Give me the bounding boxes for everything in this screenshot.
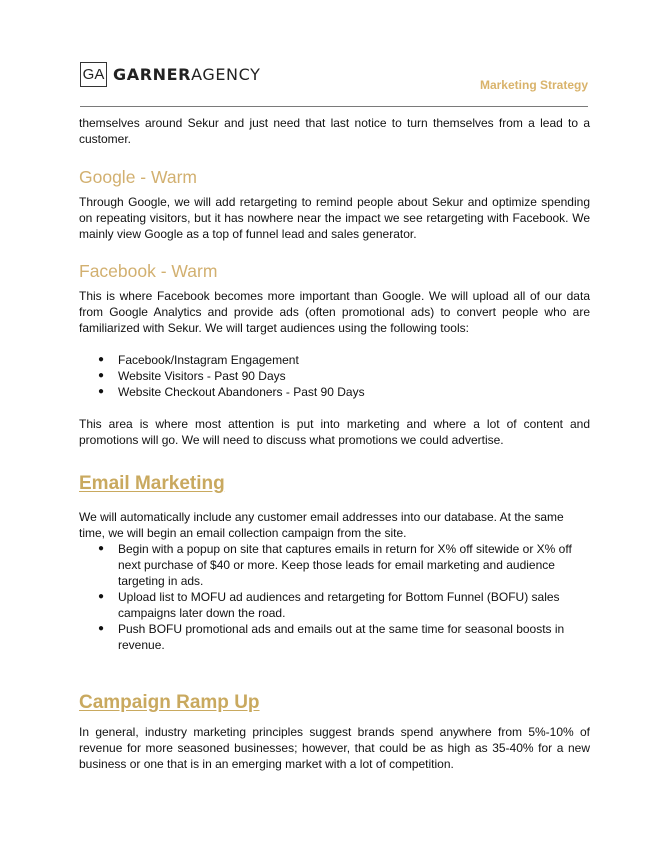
- email-marketing-heading: Email Marketing: [79, 473, 225, 494]
- facebook-tools-list: [79, 352, 590, 400]
- google-paragraph: Through Google, we will add retargeting to remind people about Sekur and optimize spending on repeating visitors, but it has nowhere near the impact we see retargeting with Facebook. We mainly view Google as a top of funnel lead and sales generator.: [79, 195, 590, 241]
- bullet-icon: ●: [98, 354, 105, 365]
- list-item: ● Push BOFU promotional ads and emails out at the same time for seasonal boosts in revenue.: [98, 622, 565, 652]
- list-item: ● Website Checkout Abandoners - Past 90 Days: [98, 385, 365, 399]
- facebook-closing-paragraph: This area is where most attention is put into marketing and where a lot of content and promotions will go. We will need to discuss what promotions we could advertise.: [79, 417, 590, 447]
- bullet-icon: ●: [98, 543, 105, 554]
- intro-paragraph: themselves around Sekur and just need that last notice to turn themselves from a lead to a customer.: [79, 116, 590, 146]
- facebook-paragraph: This is where Facebook becomes more important than Google. We will upload all of our data from Google Analytics and provide ads (often promotional ads) to convert people who are familiarized with Sekur. We will target audiences using the following tools:: [79, 289, 590, 335]
- email-steps-list: [79, 541, 590, 653]
- logo-wordmark: [113, 65, 260, 84]
- email-paragraph: We will automatically include any customer email addresses into our database. At the same time, we will begin an email collection campaign from the site.: [79, 510, 564, 540]
- campaign-ramp-up-heading: Campaign Ramp Up: [79, 692, 260, 713]
- section-title: Marketing Strategy: [479, 78, 588, 92]
- header-divider: [80, 106, 588, 107]
- document-body: [79, 115, 590, 772]
- list-item: ● Upload list to MOFU ad audiences and retargeting for Bottom Funnel (BOFU) sales campaigns later down the road.: [98, 590, 560, 620]
- logo-light-text: AGENCY: [191, 65, 261, 84]
- facebook-heading: Facebook - Warm: [79, 261, 218, 281]
- bullet-icon: ●: [98, 386, 105, 397]
- list-item: ● Website Visitors - Past 90 Days: [98, 369, 286, 383]
- list-item: ● Facebook/Instagram Engagement: [98, 353, 299, 367]
- google-heading: Google - Warm: [79, 167, 197, 187]
- bullet-icon: ●: [98, 591, 105, 602]
- garner-agency-logo: [80, 61, 260, 88]
- logo-mark: GA: [80, 62, 107, 87]
- logo-bold-text: GARNER: [113, 65, 192, 84]
- list-item: ● Begin with a popup on site that captures emails in return for X% off sitewide or X% off next purchase of $40 or more. Keep those leads for email marketing and audience targeting in ads.: [98, 542, 572, 588]
- campaign-paragraph: In general, industry marketing principles suggest brands spend anywhere from 5%-10% of revenue for more seasoned businesses; however, that could be as high as 35-40% for a new business or one that is in an emerging market with a lot of competition.: [79, 725, 590, 771]
- bullet-icon: ●: [98, 623, 105, 634]
- bullet-icon: ●: [98, 370, 105, 381]
